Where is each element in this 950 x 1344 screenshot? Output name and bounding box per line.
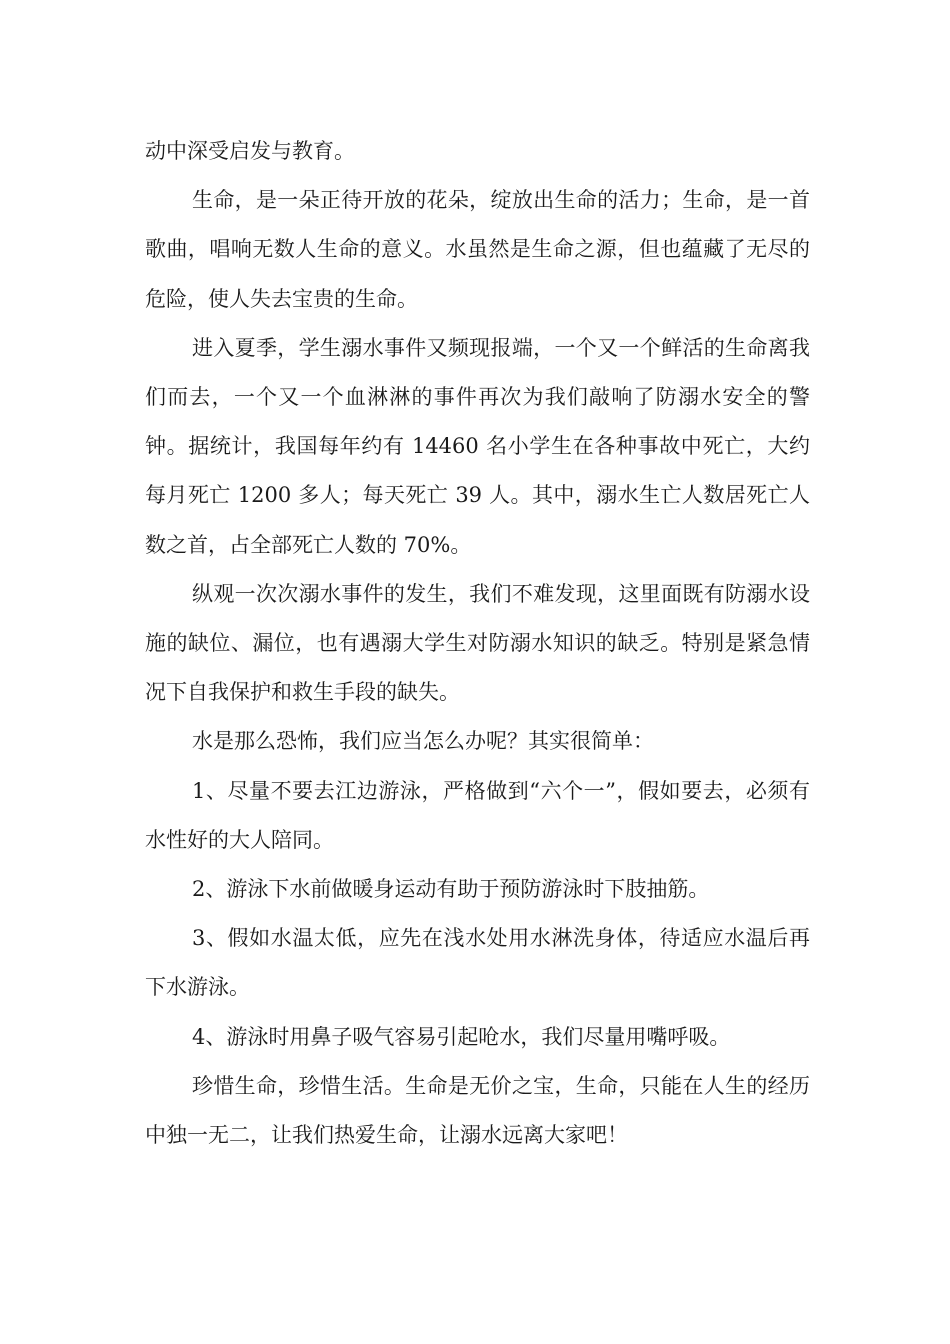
list-item-1: 1、尽量不要去江边游泳，严格做到“六个一”，假如要去，必须有水性好的大人陪同。 bbox=[145, 778, 810, 852]
list-item-4: 4、游泳时用鼻子吸气容易引起呛水，我们尽量用嘴呼吸。 bbox=[192, 1024, 731, 1049]
document-body bbox=[145, 127, 810, 1160]
paragraph-5: 水是那么恐怖，我们应当怎么办呢？其实很简单： bbox=[192, 729, 654, 754]
list-item-2: 2、游泳下水前做暖身运动有助于预防游泳时下肢抽筋。 bbox=[192, 877, 710, 902]
list-item-3: 3、假如水温太低，应先在浅水处用水淋洗身体，待适应水温后再下水游泳。 bbox=[145, 926, 810, 1000]
paragraph-4: 纵观一次次溺水事件的发生，我们不难发现，这里面既有防溺水设施的缺位、漏位，也有遇溺大学生对防溺水知识的缺乏。特别是紧急情况下自我保护和救生手段的缺失。 bbox=[145, 581, 810, 705]
closing-paragraph: 珍惜生命，珍惜生活。生命是无价之宝，生命，只能在人生的经历中独一无二，让我们热爱生命，让溺水远离大家吧！ bbox=[145, 1073, 810, 1148]
paragraph-3: 进入夏季，学生溺水事件又频现报端，一个又一个鲜活的生命离我们而去，一个又一个血淋淋的事件再次为我们敲响了防溺水安全的警钟。据统计，我国每年约有 14460 名小学生在各种事故中死亡，大约每月死亡 1200 多人；每天死亡 39 人。其中，溺水生亡人数居死亡人数之首，占全部死亡人数的 70%。 bbox=[145, 335, 810, 557]
paragraph-2: 生命，是一朵正待开放的花朵，绽放出生命的活力；生命，是一首歌曲，唱响无数人生命的意义。水虽然是生命之源，但也蕴藏了无尽的危险，使人失去宝贵的生命。 bbox=[145, 188, 810, 311]
paragraph-1: 动中深受启发与教育。 bbox=[145, 139, 355, 163]
